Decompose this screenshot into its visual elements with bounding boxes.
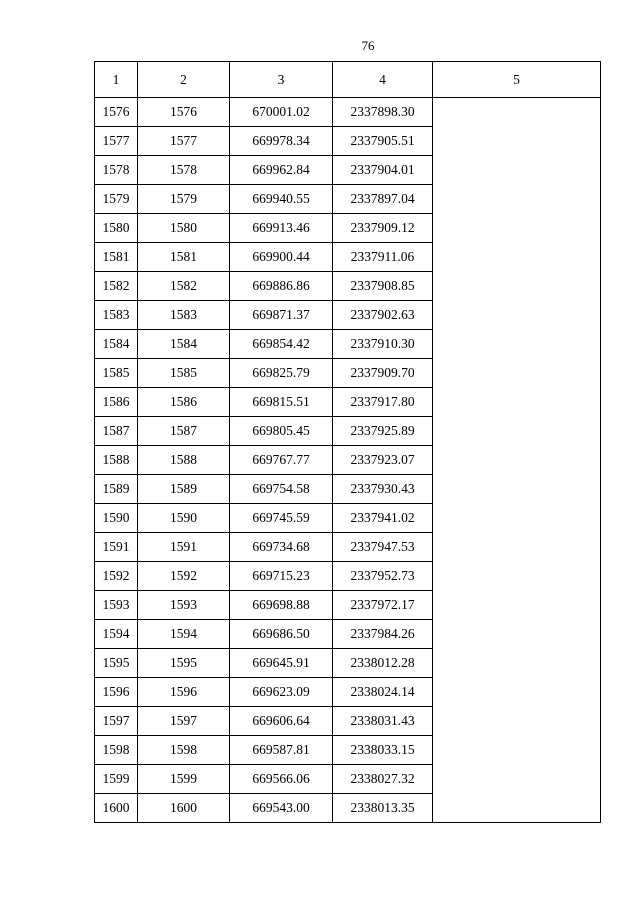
- y-coordinate-cell: 2337905.51: [333, 127, 433, 156]
- y-coordinate-cell: 2337923.07: [333, 446, 433, 475]
- y-coordinate-cell: 2337972.17: [333, 591, 433, 620]
- point-id-cell: 1591: [138, 533, 230, 562]
- x-coordinate-cell: 669805.45: [230, 417, 333, 446]
- point-number-cell: 1590: [95, 504, 138, 533]
- x-coordinate-cell: 669767.77: [230, 446, 333, 475]
- point-number-cell: 1583: [95, 301, 138, 330]
- point-id-cell: 1587: [138, 417, 230, 446]
- point-id-cell: 1585: [138, 359, 230, 388]
- point-id-cell: 1595: [138, 649, 230, 678]
- point-number-cell: 1595: [95, 649, 138, 678]
- point-number-cell: 1597: [95, 707, 138, 736]
- point-id-cell: 1600: [138, 794, 230, 823]
- y-coordinate-cell: 2337902.63: [333, 301, 433, 330]
- notes-cell: [433, 98, 601, 823]
- column-header-4: 4: [333, 62, 433, 98]
- y-coordinate-cell: 2337925.89: [333, 417, 433, 446]
- x-coordinate-cell: 669815.51: [230, 388, 333, 417]
- column-header-2: 2: [138, 62, 230, 98]
- x-coordinate-cell: 669940.55: [230, 185, 333, 214]
- point-number-cell: 1589: [95, 475, 138, 504]
- point-id-cell: 1586: [138, 388, 230, 417]
- point-id-cell: 1590: [138, 504, 230, 533]
- point-number-cell: 1588: [95, 446, 138, 475]
- point-number-cell: 1596: [95, 678, 138, 707]
- y-coordinate-cell: 2337898.30: [333, 98, 433, 127]
- point-id-cell: 1581: [138, 243, 230, 272]
- point-id-cell: 1577: [138, 127, 230, 156]
- x-coordinate-cell: 669871.37: [230, 301, 333, 330]
- y-coordinate-cell: 2337947.53: [333, 533, 433, 562]
- x-coordinate-cell: 669686.50: [230, 620, 333, 649]
- point-number-cell: 1581: [95, 243, 138, 272]
- y-coordinate-cell: 2338024.14: [333, 678, 433, 707]
- x-coordinate-cell: 669715.23: [230, 562, 333, 591]
- x-coordinate-cell: 669962.84: [230, 156, 333, 185]
- y-coordinate-cell: 2337930.43: [333, 475, 433, 504]
- point-id-cell: 1580: [138, 214, 230, 243]
- y-coordinate-cell: 2338027.32: [333, 765, 433, 794]
- y-coordinate-cell: 2338031.43: [333, 707, 433, 736]
- x-coordinate-cell: 669623.09: [230, 678, 333, 707]
- x-coordinate-cell: 669754.58: [230, 475, 333, 504]
- point-number-cell: 1599: [95, 765, 138, 794]
- point-number-cell: 1586: [95, 388, 138, 417]
- x-coordinate-cell: 669543.00: [230, 794, 333, 823]
- point-id-cell: 1584: [138, 330, 230, 359]
- point-id-cell: 1599: [138, 765, 230, 794]
- table-header-row: [95, 62, 601, 98]
- page-number: 76: [361, 38, 375, 53]
- x-coordinate-cell: 669900.44: [230, 243, 333, 272]
- column-header-5: 5: [433, 62, 601, 98]
- point-number-cell: 1585: [95, 359, 138, 388]
- point-id-cell: 1597: [138, 707, 230, 736]
- y-coordinate-cell: 2338012.28: [333, 649, 433, 678]
- y-coordinate-cell: 2337897.04: [333, 185, 433, 214]
- point-id-cell: 1594: [138, 620, 230, 649]
- y-coordinate-cell: 2337917.80: [333, 388, 433, 417]
- y-coordinate-cell: 2337910.30: [333, 330, 433, 359]
- point-id-cell: 1588: [138, 446, 230, 475]
- point-number-cell: 1582: [95, 272, 138, 301]
- column-header-1: 1: [95, 62, 138, 98]
- y-coordinate-cell: 2337909.70: [333, 359, 433, 388]
- point-id-cell: 1578: [138, 156, 230, 185]
- point-id-cell: 1596: [138, 678, 230, 707]
- table-body: [95, 98, 601, 823]
- column-header-3: 3: [230, 62, 333, 98]
- x-coordinate-cell: 669606.64: [230, 707, 333, 736]
- x-coordinate-cell: 669566.06: [230, 765, 333, 794]
- point-number-cell: 1584: [95, 330, 138, 359]
- point-number-cell: 1587: [95, 417, 138, 446]
- x-coordinate-cell: 669645.91: [230, 649, 333, 678]
- point-number-cell: 1580: [95, 214, 138, 243]
- x-coordinate-cell: 669886.86: [230, 272, 333, 301]
- x-coordinate-cell: 669745.59: [230, 504, 333, 533]
- y-coordinate-cell: 2337909.12: [333, 214, 433, 243]
- point-id-cell: 1592: [138, 562, 230, 591]
- y-coordinate-cell: 2337952.73: [333, 562, 433, 591]
- point-id-cell: 1576: [138, 98, 230, 127]
- point-number-cell: 1600: [95, 794, 138, 823]
- y-coordinate-cell: 2337911.06: [333, 243, 433, 272]
- point-id-cell: 1579: [138, 185, 230, 214]
- x-coordinate-cell: 669734.68: [230, 533, 333, 562]
- point-number-cell: 1593: [95, 591, 138, 620]
- y-coordinate-cell: 2337941.02: [333, 504, 433, 533]
- point-number-cell: 1579: [95, 185, 138, 214]
- point-id-cell: 1598: [138, 736, 230, 765]
- x-coordinate-cell: 669854.42: [230, 330, 333, 359]
- x-coordinate-cell: 669913.46: [230, 214, 333, 243]
- x-coordinate-cell: 669698.88: [230, 591, 333, 620]
- coordinates-table: [94, 61, 601, 823]
- point-id-cell: 1582: [138, 272, 230, 301]
- y-coordinate-cell: 2337984.26: [333, 620, 433, 649]
- y-coordinate-cell: 2337904.01: [333, 156, 433, 185]
- point-number-cell: 1598: [95, 736, 138, 765]
- point-id-cell: 1593: [138, 591, 230, 620]
- x-coordinate-cell: 669587.81: [230, 736, 333, 765]
- point-id-cell: 1583: [138, 301, 230, 330]
- x-coordinate-cell: 670001.02: [230, 98, 333, 127]
- y-coordinate-cell: 2338033.15: [333, 736, 433, 765]
- x-coordinate-cell: 669825.79: [230, 359, 333, 388]
- x-coordinate-cell: 669978.34: [230, 127, 333, 156]
- y-coordinate-cell: 2338013.35: [333, 794, 433, 823]
- point-number-cell: 1594: [95, 620, 138, 649]
- point-number-cell: 1592: [95, 562, 138, 591]
- point-number-cell: 1591: [95, 533, 138, 562]
- point-number-cell: 1576: [95, 98, 138, 127]
- point-id-cell: 1589: [138, 475, 230, 504]
- y-coordinate-cell: 2337908.85: [333, 272, 433, 301]
- point-number-cell: 1578: [95, 156, 138, 185]
- point-number-cell: 1577: [95, 127, 138, 156]
- table-row: [95, 98, 601, 127]
